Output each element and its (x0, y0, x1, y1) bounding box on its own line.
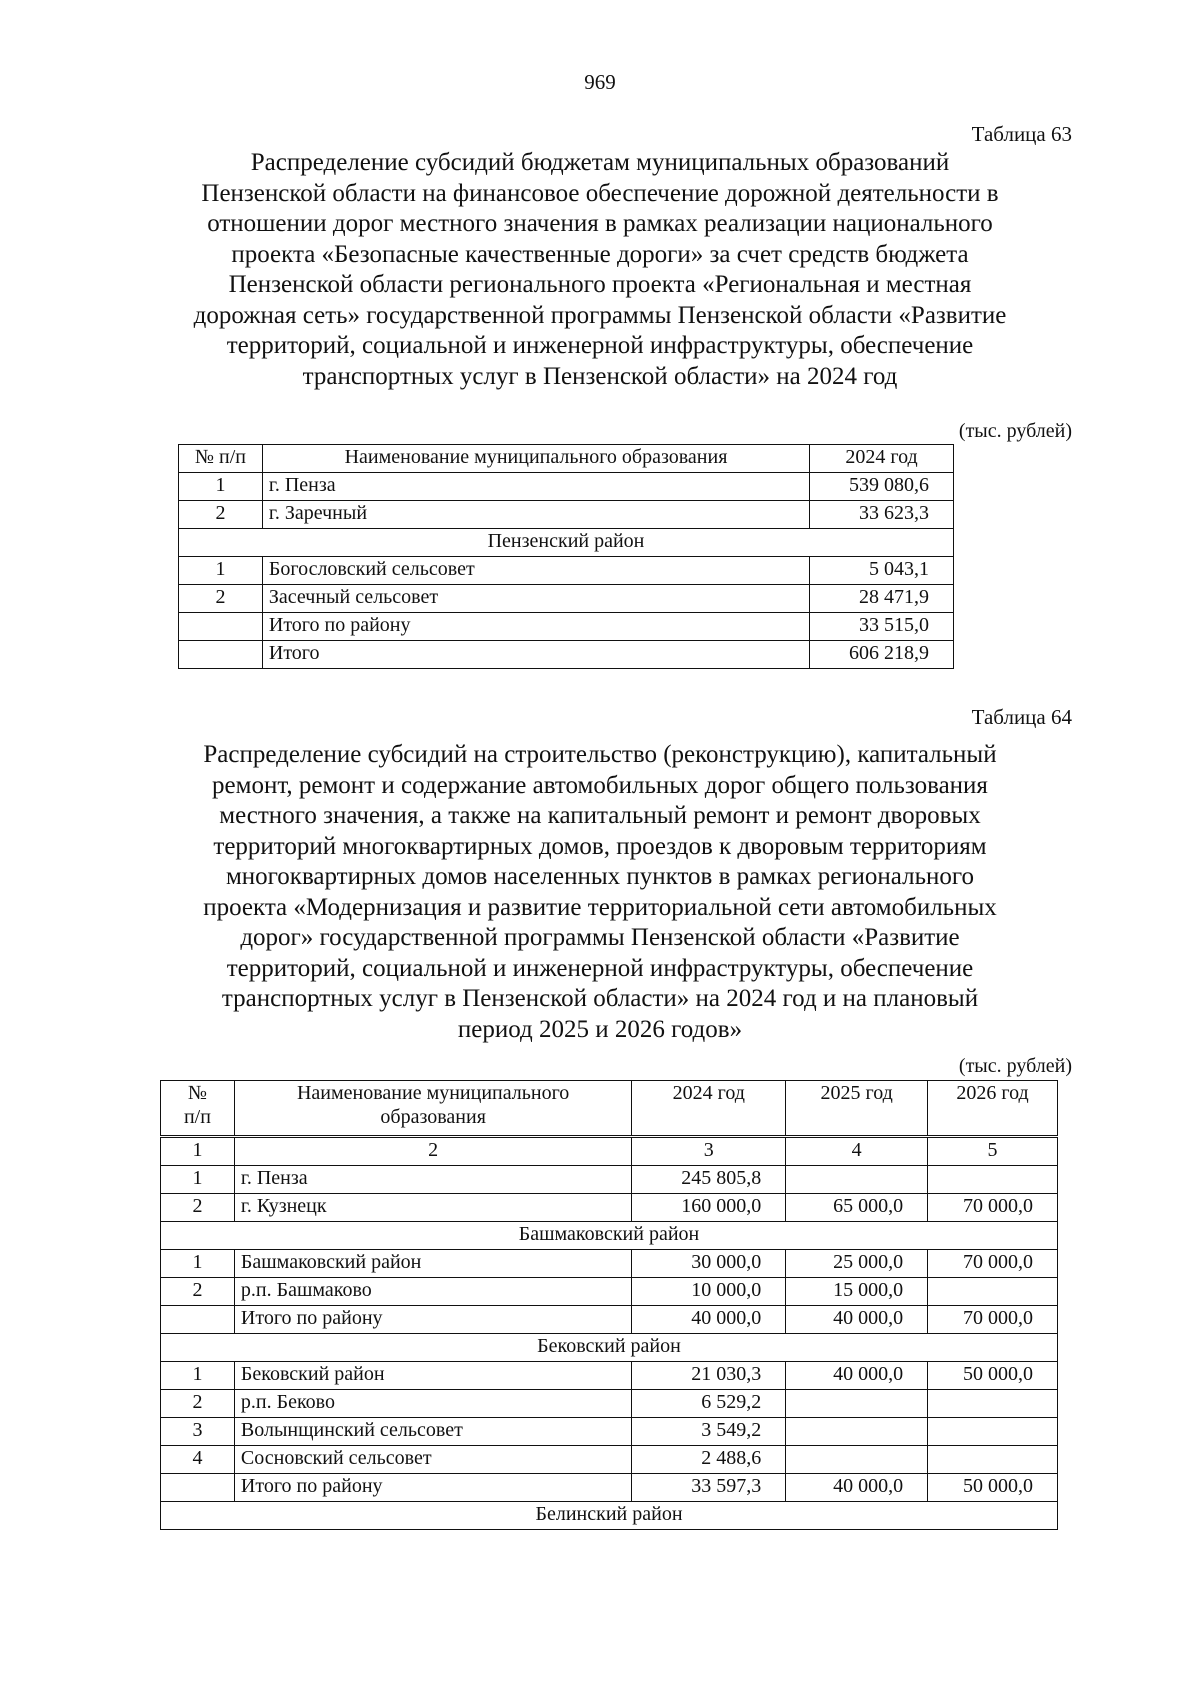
row-number: 1 (161, 1250, 235, 1278)
row-name: Итого по району (234, 1474, 631, 1502)
row-name: Засечный сельсовет (262, 585, 809, 613)
row-value-2025: 40 000,0 (786, 1474, 928, 1502)
row-value-2025: 25 000,0 (786, 1250, 928, 1278)
row-value-2024: 33 515,0 (810, 613, 954, 641)
row-value-2024: 6 529,2 (632, 1390, 786, 1418)
row-value-2026 (928, 1446, 1058, 1474)
table-64-title (130, 740, 1070, 1045)
table-63-title (130, 148, 1070, 392)
row-value-2024: 245 805,8 (632, 1166, 786, 1194)
title-line: дорожная сеть» государственной программы Пензенской области «Развитие (193, 301, 1007, 329)
row-number (161, 1306, 235, 1334)
header-2025: 2025 год (786, 1081, 928, 1137)
table-64 (160, 1080, 1058, 1530)
table-64-index-row (161, 1137, 1058, 1166)
row-value-2024: 160 000,0 (632, 1194, 786, 1222)
header-name: Наименование муниципального образования (262, 445, 809, 473)
table-row (161, 1194, 1058, 1222)
title-line: транспортных услуг в Пензенской области» на 2024 год и на плановый (221, 985, 979, 1012)
table-row (179, 641, 954, 669)
row-value-2025: 65 000,0 (786, 1194, 928, 1222)
row-name: Сосновский сельсовет (234, 1446, 631, 1474)
row-value-2024: 606 218,9 (810, 641, 954, 669)
row-value-2024: 40 000,0 (632, 1306, 786, 1334)
row-name: р.п. Беково (234, 1390, 631, 1418)
row-value-2024: 28 471,9 (810, 585, 954, 613)
row-value-2024: 2 488,6 (632, 1446, 786, 1474)
row-value-2025 (786, 1446, 928, 1474)
header-number-line1: № (187, 1082, 207, 1104)
row-number: 2 (161, 1390, 235, 1418)
row-value-2024: 5 043,1 (810, 557, 954, 585)
title-line: транспортных услуг в Пензенской области» на 2024 год (302, 362, 898, 390)
section-row (161, 1334, 1058, 1362)
header-name-line1: Наименование муниципального (296, 1082, 570, 1104)
row-number: 2 (161, 1278, 235, 1306)
table-row (161, 1474, 1058, 1502)
title-line: территорий, социальной и инженерной инфраструктуры, обеспечение (226, 954, 974, 982)
row-number: 1 (161, 1166, 235, 1194)
header-2024: 2024 год (632, 1081, 786, 1137)
table-row (161, 1362, 1058, 1390)
row-number: 2 (161, 1194, 235, 1222)
table-row (179, 613, 954, 641)
table-row (179, 557, 954, 585)
title-line: дорог» государственной программы Пензенской области «Развитие (240, 924, 960, 951)
table-row (161, 1250, 1058, 1278)
table-row (179, 585, 954, 613)
row-number: 4 (161, 1446, 235, 1474)
page-number: 969 (584, 70, 616, 94)
row-value-2026: 70 000,0 (928, 1194, 1058, 1222)
row-value-2024: 30 000,0 (632, 1250, 786, 1278)
section-title: Башмаковский район (161, 1222, 1058, 1250)
index-cell: 2 (234, 1137, 631, 1166)
row-value-2024: 21 030,3 (632, 1362, 786, 1390)
row-name: Итого (262, 641, 809, 669)
row-number: 2 (179, 585, 263, 613)
table-64-label: Таблица 64 (971, 705, 1072, 729)
row-value-2026 (928, 1166, 1058, 1194)
header-2026: 2026 год (928, 1081, 1058, 1137)
index-cell: 4 (786, 1137, 928, 1166)
title-line: Пензенской области на финансовое обеспечение дорожной деятельности в (201, 179, 999, 207)
title-line: многоквартирных домов населенных пунктов в рамках регионального (225, 863, 975, 890)
row-value-2025 (786, 1390, 928, 1418)
table-64-header-row (161, 1081, 1058, 1137)
row-name: Итого по району (234, 1306, 631, 1334)
row-name: Бековский район (234, 1362, 631, 1390)
header-number: № п/п (179, 445, 263, 473)
section-title: Пензенский район (179, 529, 954, 557)
header-number (161, 1081, 235, 1137)
header-name (234, 1081, 631, 1137)
row-value-2025: 40 000,0 (786, 1362, 928, 1390)
title-line: проекта «Безопасные качественные дороги» за счет средств бюджета (231, 240, 969, 268)
row-name: Волынщинский сельсовет (234, 1418, 631, 1446)
row-value-2026: 70 000,0 (928, 1250, 1058, 1278)
header-name-line2: образования (380, 1106, 486, 1128)
header-2024: 2024 год (810, 445, 954, 473)
table-row (179, 473, 954, 501)
row-name: Богословский сельсовет (262, 557, 809, 585)
title-line: Пензенской области регионального проекта «Региональная и местная (228, 271, 972, 298)
row-value-2026 (928, 1278, 1058, 1306)
table-row (179, 501, 954, 529)
table-row (161, 1390, 1058, 1418)
row-value-2026: 70 000,0 (928, 1306, 1058, 1334)
index-cell: 5 (928, 1137, 1058, 1166)
row-number: 1 (179, 473, 263, 501)
row-name: г. Пенза (262, 473, 809, 501)
index-cell: 1 (161, 1137, 235, 1166)
row-value-2026 (928, 1390, 1058, 1418)
title-line: Распределение субсидий бюджетам муниципальных образований (250, 149, 950, 176)
header-number-line2: п/п (183, 1106, 211, 1128)
row-value-2025: 15 000,0 (786, 1278, 928, 1306)
row-name: г. Пенза (234, 1166, 631, 1194)
section-row (179, 529, 954, 557)
row-value-2025 (786, 1166, 928, 1194)
table-row (161, 1278, 1058, 1306)
title-line: территорий, социальной и инженерной инфраструктуры, обеспечение (226, 332, 974, 359)
table-64-units: (тыс. рублей) (958, 1055, 1072, 1077)
row-number (179, 613, 263, 641)
title-line: отношении дорог местного значения в рамках реализации национального (207, 210, 993, 237)
section-title: Белинский район (161, 1502, 1058, 1530)
section-row (161, 1502, 1058, 1530)
row-number: 1 (179, 557, 263, 585)
row-value-2024: 33 597,3 (632, 1474, 786, 1502)
row-value-2026 (928, 1418, 1058, 1446)
table-63 (178, 444, 954, 669)
row-number: 2 (179, 501, 263, 529)
row-number (179, 641, 263, 669)
title-line: ремонт, ремонт и содержание автомобильных дорог общего пользования (212, 771, 988, 799)
table-row (161, 1418, 1058, 1446)
table-row (161, 1446, 1058, 1474)
row-name: Башмаковский район (234, 1250, 631, 1278)
row-number: 3 (161, 1418, 235, 1446)
row-value-2026: 50 000,0 (928, 1474, 1058, 1502)
row-value-2024: 10 000,0 (632, 1278, 786, 1306)
title-line: местного значения, а также на капитальный ремонт и ремонт дворовых (219, 802, 981, 829)
row-name: г. Заречный (262, 501, 809, 529)
row-value-2024: 539 080,6 (810, 473, 954, 501)
row-value-2024: 33 623,3 (810, 501, 954, 529)
table-63-label: Таблица 63 (971, 122, 1072, 146)
table-63-units: (тыс. рублей) (958, 420, 1072, 442)
title-line: проекта «Модернизация и развитие территориальной сети автомобильных (203, 893, 997, 921)
table-row (161, 1166, 1058, 1194)
section-row (161, 1222, 1058, 1250)
table-63-header-row (179, 445, 954, 473)
row-number (161, 1474, 235, 1502)
row-number: 1 (161, 1362, 235, 1390)
title-line: Распределение субсидий на строительство (реконструкцию), капитальный (203, 741, 997, 768)
row-value-2026: 50 000,0 (928, 1362, 1058, 1390)
title-line: территорий многоквартирных домов, проездов к дворовым территориям (213, 832, 987, 860)
row-name: Итого по району (262, 613, 809, 641)
row-value-2025 (786, 1418, 928, 1446)
row-name: г. Кузнецк (234, 1194, 631, 1222)
row-value-2024: 3 549,2 (632, 1418, 786, 1446)
index-cell: 3 (632, 1137, 786, 1166)
title-line: период 2025 и 2026 годов» (457, 1015, 743, 1043)
row-name: р.п. Башмаково (234, 1278, 631, 1306)
section-title: Бековский район (161, 1334, 1058, 1362)
table-row (161, 1306, 1058, 1334)
row-value-2025: 40 000,0 (786, 1306, 928, 1334)
